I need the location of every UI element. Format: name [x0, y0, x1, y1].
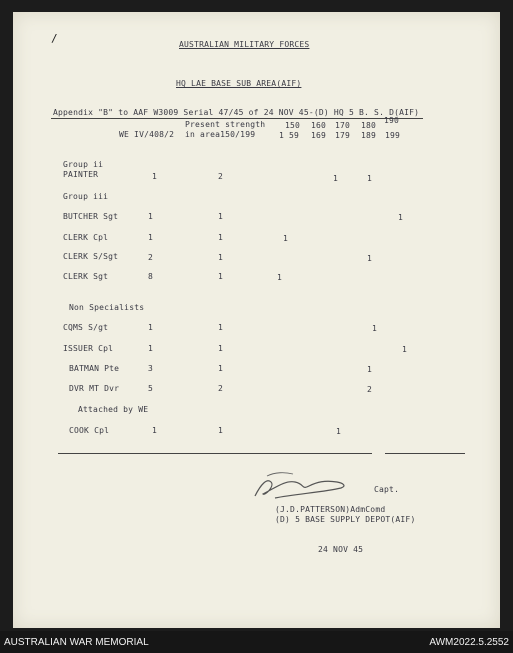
row-value-we: 1 — [148, 323, 154, 332]
row-value-we: 2 — [148, 253, 154, 262]
signatory: (J.D.PATTERSON)AdmComd — [275, 505, 386, 514]
row-value-we: 1 — [148, 212, 154, 221]
row-value-col5: 1 — [398, 213, 404, 222]
document-title: AUSTRALIAN MILITARY FORCES — [179, 40, 310, 49]
row-value-present: 1 — [218, 364, 224, 373]
section-attached: Attached by WE — [78, 405, 149, 414]
col-header-we: WE IV/408/2 — [119, 130, 175, 139]
row-label: PAINTER — [63, 170, 99, 179]
row-label: BATMAN Pte — [69, 364, 120, 373]
points-top-1: 150 — [285, 121, 301, 130]
row-value-present: 1 — [218, 212, 224, 221]
row-value-present: 1 — [218, 426, 224, 435]
points-top-3: 170 — [335, 121, 351, 130]
col-header-present-1: Present strength — [185, 120, 266, 129]
points-bottom-3: 179 — [335, 131, 351, 140]
row-value-we: 3 — [148, 364, 154, 373]
row-label: CQMS S/gt — [63, 323, 109, 332]
rank: Capt. — [374, 485, 400, 494]
appendix-line: Appendix "B" to AAF W3009 Serial 47/45 of 24 NOV 45-(D) HQ 5 B. S. D(AIF) — [53, 108, 420, 117]
row-value-we: 5 — [148, 384, 154, 393]
col-header-present-2: in area150/199 — [185, 130, 256, 139]
row-value-we: 1 — [152, 172, 158, 181]
row-label: ISSUER Cpl — [63, 344, 114, 353]
signatory-unit: (D) 5 BASE SUPPLY DEPOT(AIF) — [275, 515, 416, 524]
footer-bar — [0, 631, 513, 653]
row-label: BUTCHER Sgt — [63, 212, 119, 221]
table-bottom-rule-right — [385, 453, 465, 454]
unit-heading: HQ LAE BASE SUB AREA(AIF) — [176, 79, 302, 88]
section-group-ii: Group ii — [63, 160, 104, 169]
row-value-col4: 1 — [367, 365, 373, 374]
row-value-present: 1 — [218, 233, 224, 242]
section-group-iii: Group iii — [63, 192, 109, 201]
footer-accession: AWM2022.5.2552 — [429, 637, 509, 648]
row-value-present: 2 — [218, 172, 224, 181]
row-value-present: 1 — [218, 323, 224, 332]
row-value-col1: 1 — [277, 273, 283, 282]
appendix-underline — [51, 118, 423, 119]
row-value-col4: 1 — [372, 324, 378, 333]
points-bottom-4: 189 — [361, 131, 377, 140]
points-top-2: 160 — [311, 121, 327, 130]
points-bottom-5: 199 — [385, 131, 401, 140]
handwritten-signature — [245, 468, 355, 504]
row-value-present: 1 — [218, 253, 224, 262]
row-value-col1: 1 — [283, 234, 289, 243]
row-value-present: 1 — [218, 272, 224, 281]
row-value-present: 1 — [218, 344, 224, 353]
row-value-col3: 1 — [333, 174, 339, 183]
row-label: COOK Cpl — [69, 426, 110, 435]
row-value-we: 1 — [152, 426, 158, 435]
table-bottom-rule — [58, 453, 372, 454]
document-date: 24 NOV 45 — [318, 545, 364, 554]
footer-credit: AUSTRALIAN WAR MEMORIAL — [4, 637, 149, 648]
row-value-col4: 2 — [367, 385, 373, 394]
row-value-we: 8 — [148, 272, 154, 281]
points-top-5: 190 — [384, 116, 400, 125]
pencil-mark: / — [51, 32, 58, 45]
row-label: CLERK S/Sgt — [63, 252, 119, 261]
row-value-we: 1 — [148, 344, 154, 353]
row-value-col4: 1 — [367, 254, 373, 263]
row-value-we: 1 — [148, 233, 154, 242]
points-bottom-1: 1 59 — [279, 131, 300, 140]
row-label: DVR MT Dvr — [69, 384, 120, 393]
row-value-col4: 1 — [367, 174, 373, 183]
section-non-specialists: Non Specialists — [69, 303, 145, 312]
document-page — [13, 12, 500, 628]
row-label: CLERK Sgt — [63, 272, 109, 281]
row-value-present: 2 — [218, 384, 224, 393]
row-value-col2: 1 — [336, 427, 342, 436]
row-value-col5: 1 — [402, 345, 408, 354]
points-bottom-2: 169 — [311, 131, 327, 140]
points-top-4: 180 — [361, 121, 377, 130]
row-label: CLERK Cpl — [63, 233, 109, 242]
